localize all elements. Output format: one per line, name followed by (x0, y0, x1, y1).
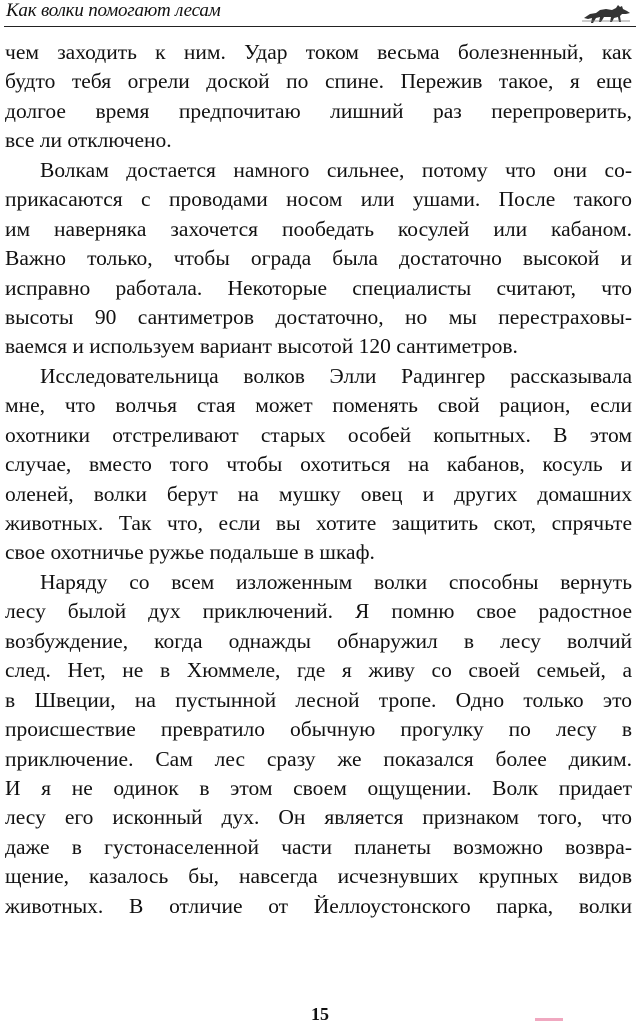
text-line: Волкам достается намного сильнее, потому что они со- (40, 157, 632, 182)
text-line: высоты 90 сантиметров достаточно, но мы перестраховы- (5, 304, 632, 329)
text-line: лесу его исконный дух. Он является признаком того, что (5, 805, 632, 830)
text-line: Наряду со всем изложенным волки способны вернуть (40, 569, 632, 594)
text-line: чем заходить к ним. Удар током весьма болезненный, как (5, 40, 632, 64)
paragraph (5, 38, 632, 156)
text-line: исправно работала. Некоторые специалисты считают, что (5, 275, 632, 300)
text-line: прикасаются с проводами носом или ушами. После такого (5, 187, 632, 212)
page-number: 15 (311, 1004, 329, 1024)
text-line: Исследовательница волков Элли Радингер рассказывала (40, 363, 632, 388)
paragraph (5, 156, 632, 362)
text-line: даже в густонаселенной части планеты возможно возвра- (5, 834, 632, 859)
paragraph (5, 362, 632, 568)
book-body-text (5, 38, 632, 921)
text-line: случае, вместо того чтобы охотиться на кабанов, косуль и (5, 452, 632, 477)
text-line: ваемся и используем вариант высотой 120 сантиметров. (5, 334, 518, 359)
text-line: возбуждение, когда однажды обнаружил в лесу волчий (5, 628, 632, 653)
text-line: И я не одинок в этом своем ощущении. Волк придает (5, 775, 632, 800)
text-line: им наверняка захочется пообедать косулей или кабаном. (5, 216, 632, 241)
text-line: след. Нет, не в Хюммеле, где я живу со своей семьей, а (5, 658, 632, 683)
text-line: щение, казалось бы, навсегда исчезнувших крупных видов (5, 864, 632, 889)
text-line: свое охотничье ружье подальше в шкаф. (5, 540, 375, 565)
text-line: долгое время предпочитаю лишний раз перепроверить, (5, 98, 632, 123)
paragraph (5, 568, 632, 921)
text-line: приключение. Сам лес сразу же показался более диким. (5, 746, 632, 771)
running-title: Как волки помогают лесам (6, 0, 221, 21)
text-line: будто тебя огрели доской по спине. Пережив такое, я еще (5, 69, 632, 94)
text-line: животных. Так что, если вы хотите защитить скот, спрячьте (5, 511, 632, 535)
text-line: охотники отстреливают старых особей копытных. В этом (5, 422, 632, 447)
text-line: мне, что волчья стая может поменять свой рацион, если (5, 393, 632, 418)
text-line: оленей, волки берут на мушку овец и других домашних (5, 481, 632, 506)
wolf-silhouette-icon (580, 0, 634, 26)
text-line: лесу былой дух приключений. Я помню свое радостное (5, 599, 632, 624)
text-line: в Швеции, на пустынной лесной тропе. Одно только это (5, 687, 632, 712)
running-header (4, 0, 636, 27)
text-line: животных. В отличие от Йеллоустонского парка, волки (5, 893, 632, 918)
text-line: Важно только, чтобы ограда была достаточно высокой и (5, 246, 632, 271)
corner-mark (535, 1018, 563, 1021)
text-line: все ли отключено. (5, 128, 172, 153)
text-line: происшествие превратило обычную прогулку по лесу в (5, 717, 632, 742)
